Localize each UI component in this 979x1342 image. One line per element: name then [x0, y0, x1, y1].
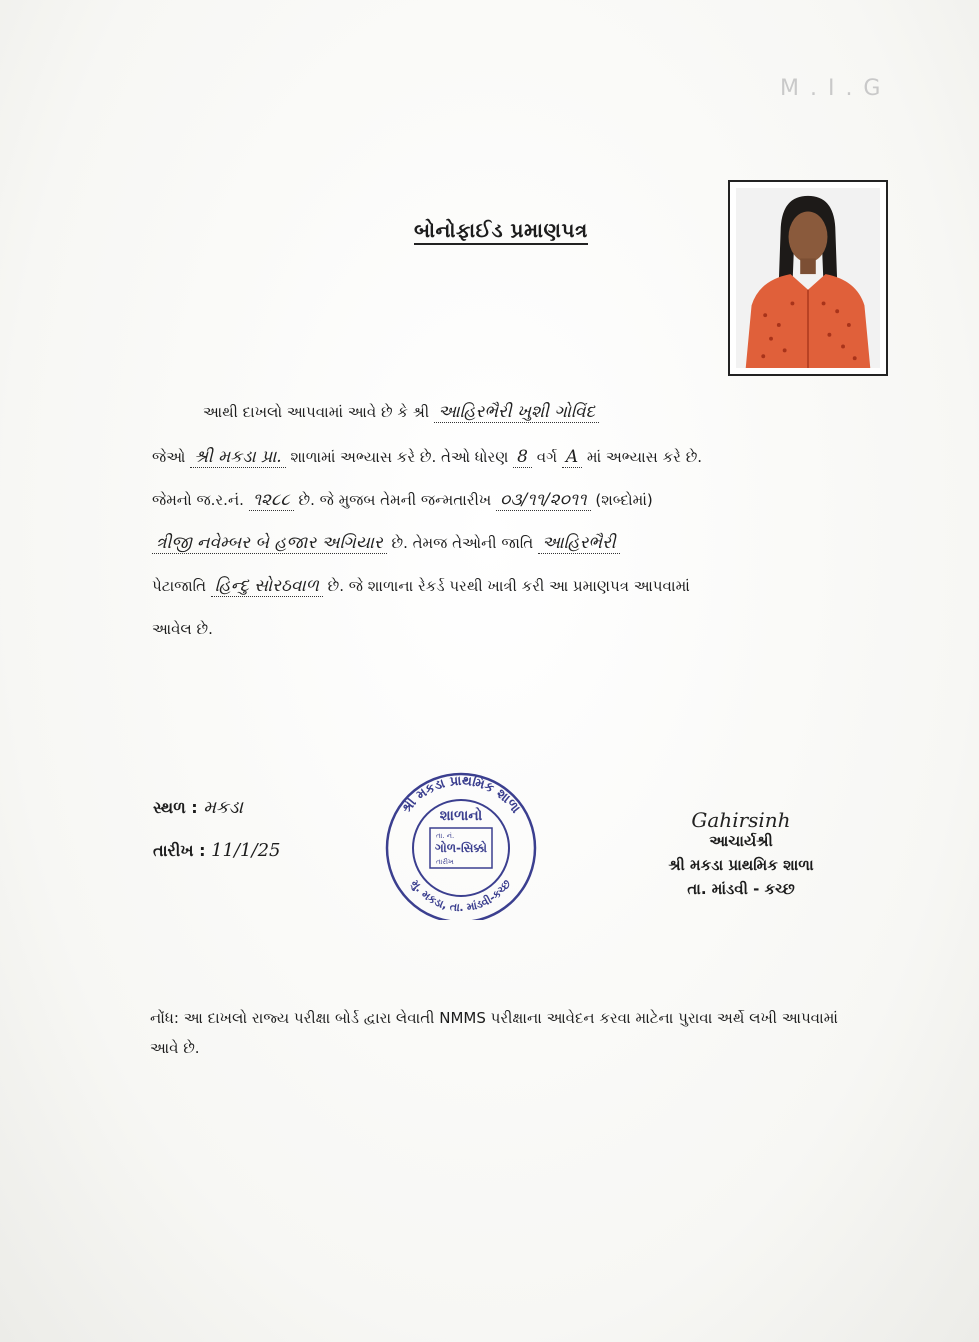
date-value: 11/1/25	[211, 840, 281, 861]
school-name-seal: શ્રી મકડા પ્રાથમિક શાળા	[668, 856, 814, 874]
standard-field: 8	[513, 447, 532, 468]
bleed-through-text: M . I . G	[780, 76, 883, 101]
principal-signature: Gahirsinh	[691, 808, 791, 832]
student-name-field: આહિરભૈરી ખુશી ગોવિંદ	[434, 402, 599, 423]
body-line-5	[152, 576, 690, 596]
school-round-stamp	[378, 768, 544, 920]
line2-suffix: માં અભ્યાસ કરે છે.	[586, 448, 703, 466]
stamp-small-1: તા. નં.	[436, 832, 455, 840]
place-label: સ્થળ :	[153, 798, 198, 817]
certificate-title: બોનોફાઈડ પ્રમાણપત્ર	[414, 218, 588, 245]
principal-role: આચાર્યશ્રી	[709, 832, 773, 850]
stamp-center-top: શાળાનો	[439, 808, 483, 824]
line2-prefix: જેઓ	[152, 448, 186, 466]
principal-signature-block	[636, 808, 846, 898]
line5-prefix: પેટાજાતિ	[152, 577, 207, 595]
division-field: A	[562, 447, 582, 468]
line2-mid: શાળામાં અભ્યાસ કરે છે. તેઓ ધોરણ	[290, 448, 509, 466]
stamp-bottom-arc: મુ. મકડા, તા. માંડવી-કચ્છ	[408, 877, 514, 915]
date-label: તારીખ :	[153, 841, 206, 860]
line3-mid: છે. જે મુજબ તેમની જન્મતારીખ	[298, 491, 492, 509]
stamp-center-mid: ગોળ-સિક્કો	[434, 841, 488, 855]
school-taluka: તા. માંડવી - કચ્છ	[687, 880, 795, 898]
body-line-6: આવેલ છે.	[152, 620, 213, 638]
school-name-field: શ્રી મકડા પ્રા.	[190, 447, 286, 468]
stamp-small-2: તારીખ	[436, 858, 454, 866]
place-value: મકડા	[203, 797, 243, 818]
line3-suffix: (શબ્દોમાં)	[595, 491, 653, 509]
line5-suffix: છે. જે શાળાના રેકર્ડ પરથી ખાત્રી કરી આ પ્રમાણપત્ર આપવામાં	[327, 577, 690, 595]
footnote: નોંધ: આ દાખલો રાજ્ય પરીક્ષા બોર્ડ દ્વારા લેવાતી NMMS પરીક્ષાના આવેદન કરવા માટેના પુરાવા અર્થે લખી આપવામાં આવે છે.	[150, 1009, 838, 1057]
student-photo	[728, 180, 888, 376]
line3-prefix: જેમનો જ.ર.નં.	[152, 491, 244, 509]
line1-text: આથી દાખલો આપવામાં આવે છે કે શ્રી	[203, 403, 430, 421]
body-line-4	[152, 533, 620, 553]
gr-number-field: ૧૨૮૮	[249, 490, 294, 511]
line2-mid2: વર્ગ	[536, 448, 558, 466]
dob-field: ૦૩/૧૧/૨૦૧૧	[496, 490, 591, 511]
body-line-2	[152, 447, 702, 467]
stamp-top-arc: શ્રી મકડા પ્રાથમિક શાળા	[399, 773, 523, 817]
place-row	[153, 797, 243, 818]
date-row	[153, 840, 280, 861]
sub-caste-field: હિન્દુ સોરઠવાળ	[211, 576, 323, 597]
dob-words-field: ત્રીજી નવેમ્બર બે હજાર અગિયાર	[152, 533, 387, 554]
line4-mid: છે. તેમજ તેઓની જાતિ	[391, 534, 534, 552]
student-portrait-image	[736, 188, 880, 368]
body-line-3	[152, 490, 653, 510]
body-line-1	[203, 402, 599, 422]
caste-field: આહિરભૈરી	[538, 533, 620, 554]
